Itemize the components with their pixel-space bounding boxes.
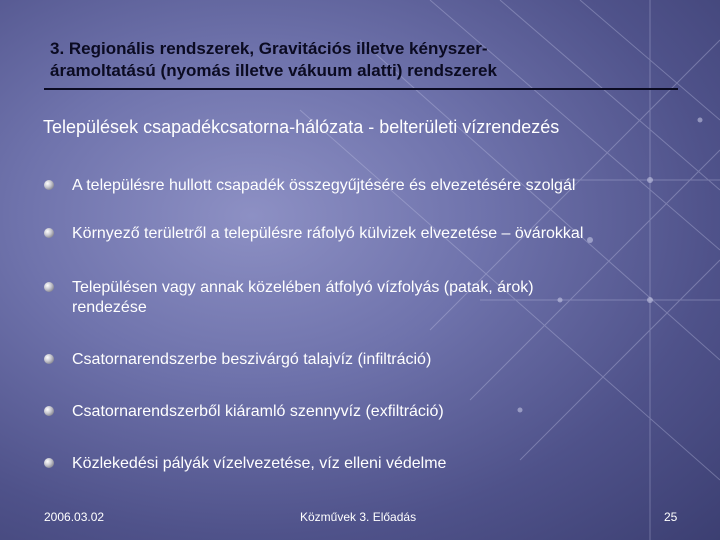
bullet-item xyxy=(44,278,684,318)
bullet-item xyxy=(44,224,684,244)
footer-page-number: 25 xyxy=(664,510,678,524)
bullet-item xyxy=(44,176,684,196)
bullet-dot-icon xyxy=(44,354,54,364)
bullet-item xyxy=(44,350,684,370)
bullet-text: Csatornarendszerbe beszivárgó talajvíz (infiltráció) xyxy=(72,351,432,368)
slide-title xyxy=(50,38,690,82)
bullet-item xyxy=(44,402,684,422)
bullet-dot-icon xyxy=(44,458,54,468)
bullet-dot-icon xyxy=(44,180,54,190)
bullet-text: Településen vagy annak közelében átfolyó vízfolyás (patak, árok) rendezése xyxy=(72,279,534,316)
slide-title-line-1: 3. Regionális rendszerek, Gravitációs illetve kényszer- xyxy=(50,39,488,58)
bullet-dot-icon xyxy=(44,406,54,416)
bullet-text: Csatornarendszerből kiáramló szennyvíz (exfiltráció) xyxy=(72,403,444,420)
footer-title: Közművek 3. Előadás xyxy=(300,510,417,524)
footer-date: 2006.03.02 xyxy=(44,510,105,524)
bullet-text: A településre hullott csapadék összegyűjtésére és elvezetésére szolgál xyxy=(72,177,576,194)
slide-title-line-2: áramoltatású (nyomás illetve vákuum alatti) rendszerek xyxy=(50,61,497,80)
title-underline xyxy=(44,88,678,90)
bullet-dot-icon xyxy=(44,228,54,238)
bullet-text: Környező területről a településre ráfolyó külvizek elvezetése – övárokkal xyxy=(72,225,584,242)
bullet-dot-icon xyxy=(44,282,54,292)
slide-subtitle: Települések csapadékcsatorna-hálózata - belterületi vízrendezés xyxy=(43,117,560,137)
bullet-text: Közlekedési pályák vízelvezetése, víz elleni védelme xyxy=(72,455,447,472)
bullet-item xyxy=(44,454,684,474)
